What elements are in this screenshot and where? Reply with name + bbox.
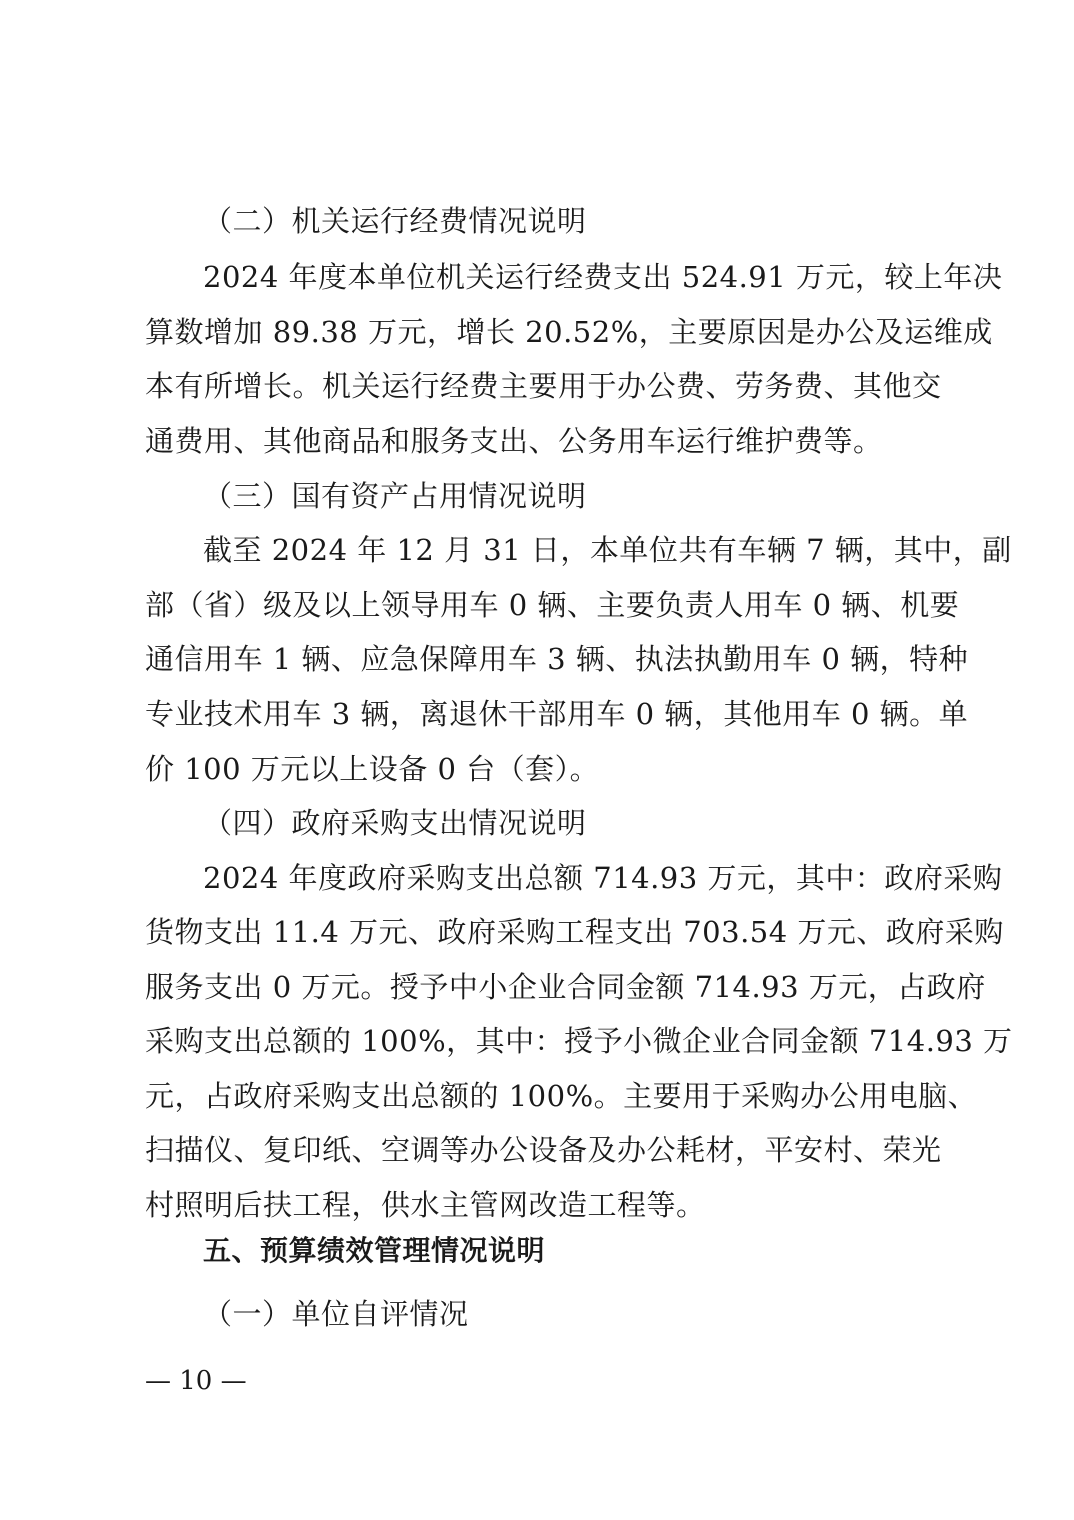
paragraph-line: 算数增加 89.38 万元，增长 20.52%，主要原因是办公及运维成 [145, 315, 993, 349]
page-number: — 10 — [145, 1366, 247, 1396]
chapter-heading-5: 五、预算绩效管理情况说明 [203, 1234, 546, 1267]
paragraph-line: 服务支出 0 万元。授予中小企业合同金额 714.93 万元，占政府 [145, 970, 986, 1004]
section-heading-2: （二）机关运行经费情况说明 [203, 204, 587, 238]
paragraph-line: 价 100 万元以上设备 0 台（套）。 [145, 752, 600, 786]
paragraph-line: 通信用车 1 辆、应急保障用车 3 辆、执法执勤用车 0 辆，特种 [145, 642, 969, 676]
paragraph-line: 2024 年度本单位机关运行经费支出 524.91 万元，较上年决 [203, 260, 1003, 294]
paragraph-line: 本有所增长。机关运行经费主要用于办公费、劳务费、其他交 [145, 369, 942, 403]
paragraph-line: 2024 年度政府采购支出总额 714.93 万元，其中：政府采购 [203, 861, 1003, 895]
paragraph-line: 截至 2024 年 12 月 31 日，本单位共有车辆 7 辆，其中，副 [203, 533, 1012, 567]
paragraph-line: 村照明后扶工程，供水主管网改造工程等。 [145, 1188, 706, 1222]
paragraph-line: 采购支出总额的 100%，其中：授予小微企业合同金额 714.93 万 [145, 1024, 1013, 1058]
paragraph-line: 部（省）级及以上领导用车 0 辆、主要负责人用车 0 辆、机要 [145, 588, 960, 622]
paragraph-line: 通费用、其他商品和服务支出、公务用车运行维护费等。 [145, 424, 883, 458]
section-heading-3: （三）国有资产占用情况说明 [203, 479, 587, 513]
paragraph-line: 扫描仪、复印纸、空调等办公设备及办公耗材，平安村、荣光 [145, 1133, 942, 1167]
section-heading-4: （四）政府采购支出情况说明 [203, 806, 587, 840]
paragraph-line: 货物支出 11.4 万元、政府采购工程支出 703.54 万元、政府采购 [145, 915, 1004, 949]
paragraph-line: 专业技术用车 3 辆，离退休干部用车 0 辆，其他用车 0 辆。单 [145, 697, 969, 731]
section-heading-5-1: （一）单位自评情况 [203, 1297, 469, 1331]
paragraph-line: 元，占政府采购支出总额的 100%。主要用于采购办公用电脑、 [145, 1079, 978, 1113]
